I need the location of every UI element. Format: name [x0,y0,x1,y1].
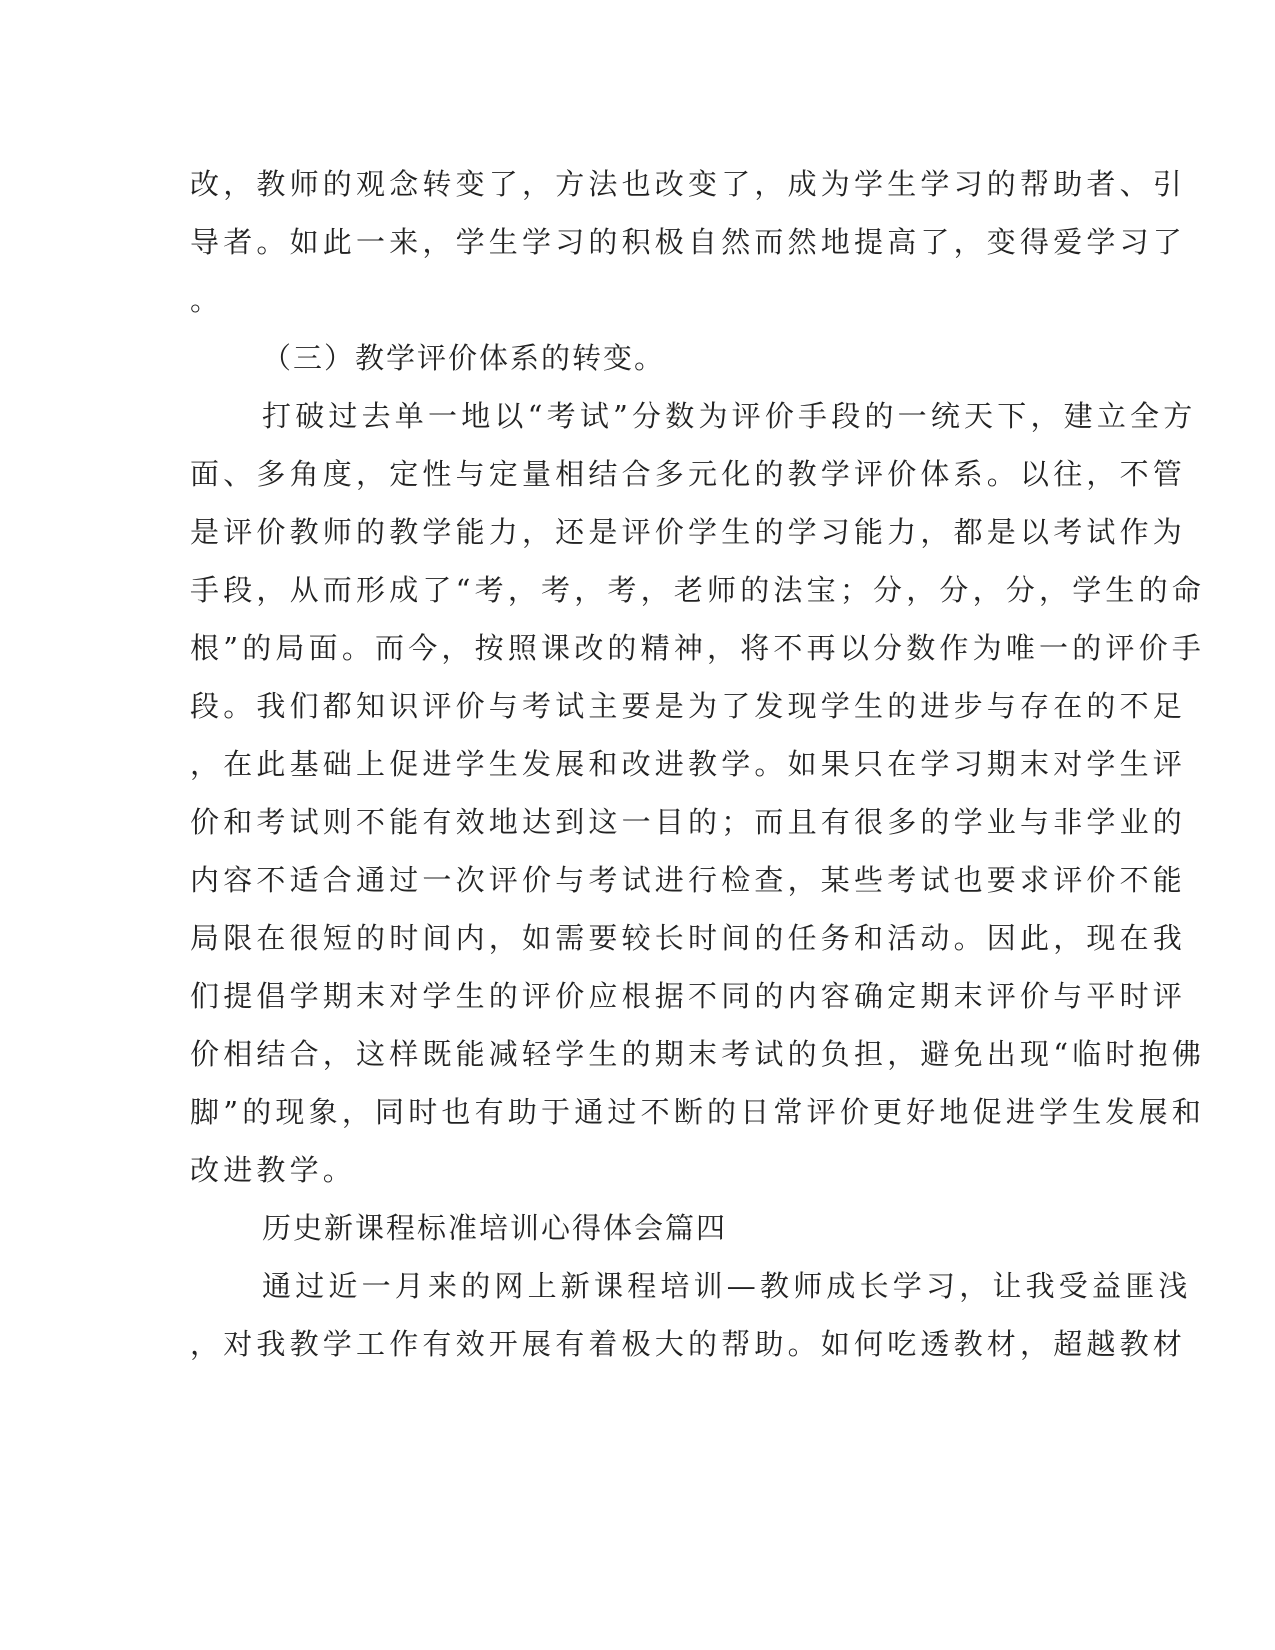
section-heading: （三）教学评价体系的转变。 [262,341,666,375]
text-line: 导者。如此一来，学生学习的积极自然而然地提高了，变得爱学习了 [190,225,1187,259]
text-line: 们提倡学期末对学生的评价应根据不同的内容确定期末评价与平时评 [190,979,1187,1013]
text-line: 价相结合，这样既能减轻学生的期末考试的负担，避免出现“临时抱佛 [190,1037,1206,1071]
text-line: 段。我们都知识评价与考试主要是为了发现学生的进步与存在的不足 [190,689,1187,723]
text-line: ，在此基础上促进学生发展和改进教学。如果只在学习期末对学生评 [190,747,1187,781]
text-line: 改进教学。 [190,1153,357,1187]
article-title: 历史新课程标准培训心得体会篇四 [262,1211,728,1245]
text-line: ，对我教学工作有效开展有着极大的帮助。如何吃透教材，超越教材 [190,1327,1187,1361]
text-line: 内容不适合通过一次评价与考试进行检查，某些考试也要求评价不能 [190,863,1187,897]
text-line: 是评价教师的教学能力，还是评价学生的学习能力，都是以考试作为 [190,515,1187,549]
text-line: 改，教师的观念转变了，方法也改变了，成为学生学习的帮助者、引 [190,167,1187,201]
text-line: 价和考试则不能有效地达到这一目的；而且有很多的学业与非学业的 [190,805,1187,839]
text-line: 根”的局面。而今，按照课改的精神，将不再以分数作为唯一的评价手 [190,631,1206,665]
text-line: 脚”的现象，同时也有助于通过不断的日常评价更好地促进学生发展和 [190,1095,1206,1129]
paragraph-first-line: 通过近一月来的网上新课程培训—教师成长学习，让我受益匪浅 [262,1269,1192,1303]
paragraph-first-line: 打破过去单一地以“考试”分数为评价手段的一统天下，建立全方 [262,399,1197,433]
text-line: 面、多角度，定性与定量相结合多元化的教学评价体系。以往，不管 [190,457,1187,491]
text-line: 手段，从而形成了“考，考，考，老师的法宝；分，分，分，学生的命 [190,573,1206,607]
text-line: 局限在很短的时间内，如需要较长时间的任务和活动。因此，现在我 [190,921,1187,955]
text-line: 。 [190,283,224,317]
